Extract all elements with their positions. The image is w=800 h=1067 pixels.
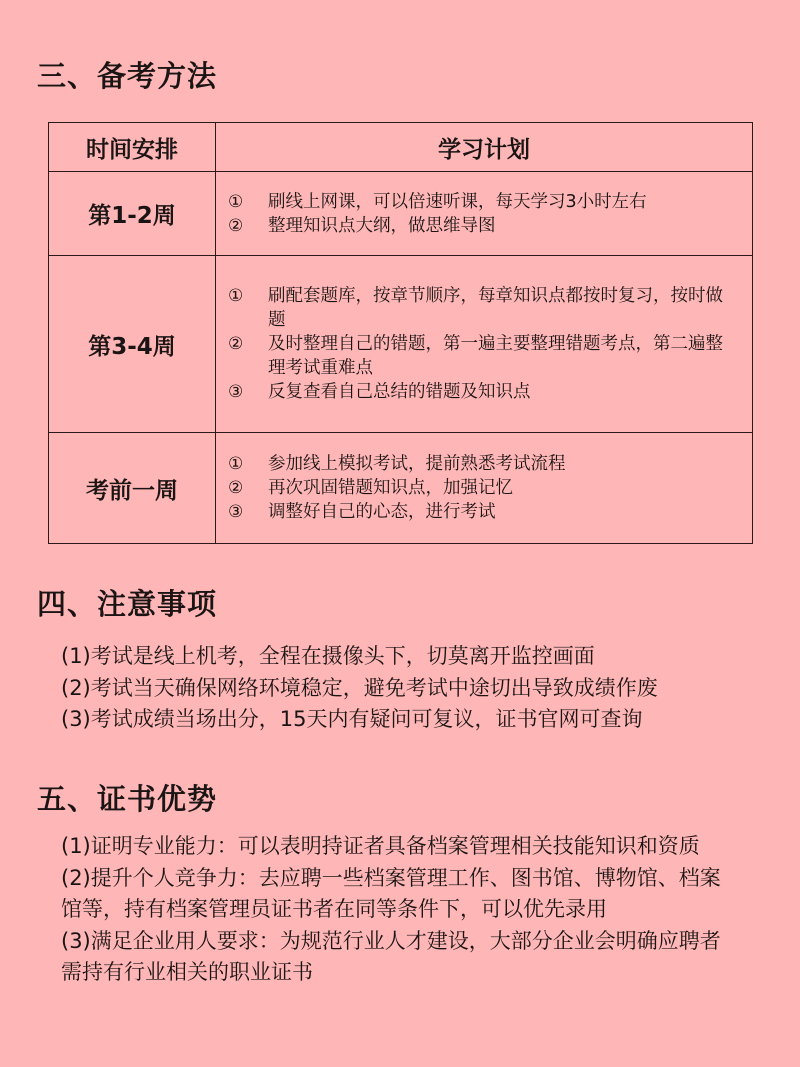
section-title-advantages: 五、证书优势 <box>37 782 218 816</box>
advantages-list <box>61 831 721 989</box>
plan-list <box>216 190 752 238</box>
circled-number: ② <box>228 215 244 236</box>
header-schedule: 时间安排 <box>49 123 216 172</box>
plan-item <box>228 214 740 238</box>
plan-cell <box>216 172 753 256</box>
note-item: (1)考试是线上机考，全程在摄像头下，切莫离开监控画面 <box>61 644 595 668</box>
plan-text: 参加线上模拟考试，提前熟悉考试流程 <box>268 454 566 474</box>
plan-text: 及时整理自己的错题，第一遍主要整理错题考点，第二遍整理考试重难点 <box>268 334 723 378</box>
plan-text: 反复查看自己总结的错题及知识点 <box>268 382 531 402</box>
plan-text: 刷配套题库，按章节顺序，每章知识点都按时复习，按时做题 <box>268 286 723 330</box>
plan-cell <box>216 433 753 544</box>
advantage-item: (3)满足企业用人要求：为规范行业人才建设，大部分企业会明确应聘者需持有行业相关的职业证书 <box>61 928 721 984</box>
circled-number: ③ <box>228 382 244 402</box>
plan-item <box>228 284 740 332</box>
table-row <box>49 256 753 433</box>
plan-list <box>216 452 752 524</box>
circled-number: ① <box>228 191 244 212</box>
table-row <box>49 172 753 256</box>
plan-text: 整理知识点大纲，做思维导图 <box>268 215 496 236</box>
plan-item <box>228 500 740 524</box>
table-header-row <box>49 123 753 172</box>
plan-text: 调整好自己的心态，进行考试 <box>268 502 496 522</box>
table-row <box>49 433 753 544</box>
advantage-item: (2)提升个人竞争力：去应聘一些档案管理工作、图书馆、博物馆、档案馆等，持有档案管理员证书者在同等条件下，可以优先录用 <box>61 865 721 921</box>
period-cell: 考前一周 <box>49 433 216 544</box>
plan-text: 再次巩固错题知识点，加强记忆 <box>268 478 513 498</box>
advantage-item: (1)证明专业能力：可以表明持证者具备档案管理相关技能知识和资质 <box>61 834 700 858</box>
plan-item <box>228 190 740 214</box>
period-cell: 第3-4周 <box>49 256 216 433</box>
note-item: (3)考试成绩当场出分，15天内有疑问可复议，证书官网可查询 <box>61 707 643 731</box>
circled-number: ② <box>228 334 244 354</box>
circled-number: ① <box>228 454 244 474</box>
header-plan: 学习计划 <box>216 123 753 172</box>
section-title-method: 三、备考方法 <box>37 59 218 93</box>
section-title-notes: 四、注意事项 <box>37 587 218 621</box>
circled-number: ③ <box>228 502 244 522</box>
circled-number: ① <box>228 286 244 306</box>
plan-cell <box>216 256 753 433</box>
plan-item <box>228 452 740 476</box>
plan-item <box>228 476 740 500</box>
period-cell: 第1-2周 <box>49 172 216 256</box>
study-plan-table <box>48 122 753 544</box>
notes-list <box>61 641 721 736</box>
note-item: (2)考试当天确保网络环境稳定，避免考试中途切出导致成绩作废 <box>61 675 658 700</box>
plan-item <box>228 332 740 380</box>
plan-text: 刷线上网课，可以倍速听课，每天学习3小时左右 <box>268 191 647 212</box>
plan-item <box>228 380 740 404</box>
circled-number: ② <box>228 478 244 498</box>
plan-list <box>216 284 752 404</box>
